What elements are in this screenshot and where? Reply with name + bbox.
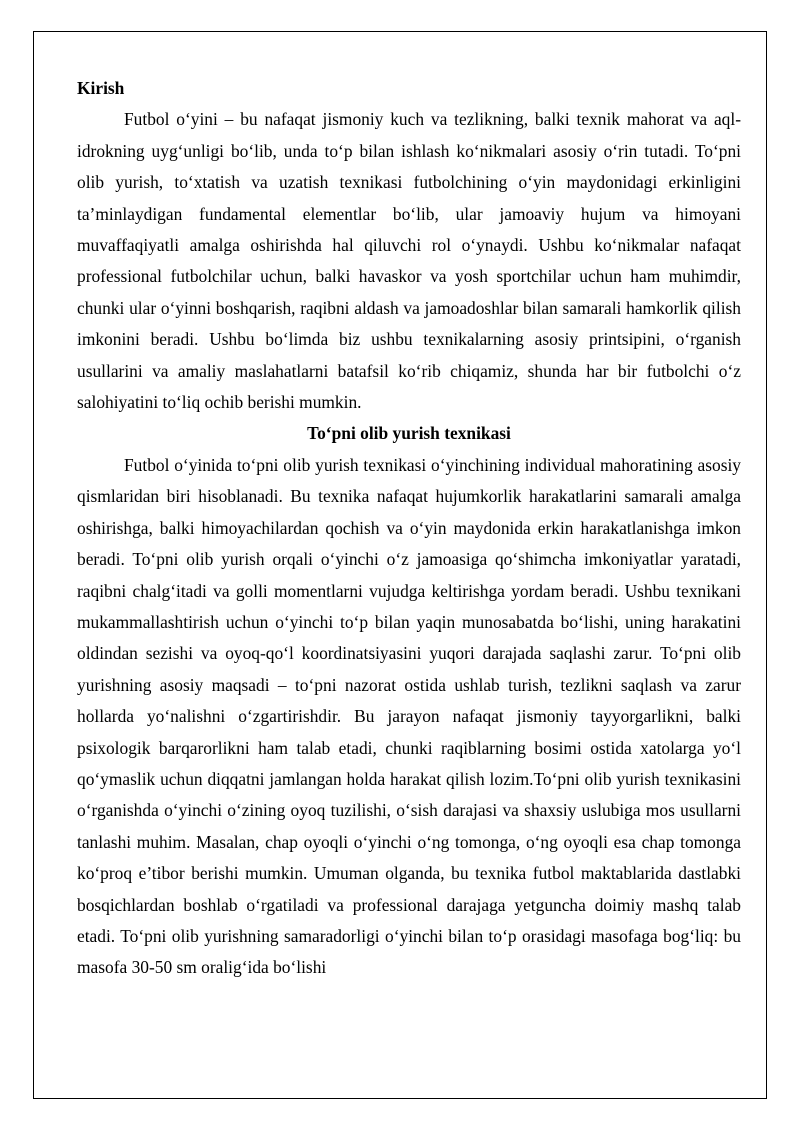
document-body — [77, 73, 741, 984]
intro-heading: Kirish — [77, 78, 125, 98]
intro-paragraph: Futbol o‘yini – bu nafaqat jismoniy kuch va tezlikning, balki texnik mahorat va aql-idrokning uyg‘unligi bo‘lib, unda to‘p bilan ishlash ko‘nikmalari asosiy o‘rin tutadi. To‘pni olib yurish, to‘xtatish va uzatish texnikasi futbolchining o‘yin maydonidagi erkinligini ta’minlaydigan fundamental elementlar bo‘lib, ular jamoaviy hujum va himoyani muvaffaqiyatli amalga oshirishda hal qiluvchi rol o‘ynaydi. Ushbu ko‘nikmalar nafaqat professional futbolchilar uchun, balki havaskor va yosh sportchilar uchun ham muhimdir, chunki ular o‘yinni boshqarish, raqibni aldash va jamoadoshlar bilan samarali hamkorlik qilish imkonini beradi. Ushbu bo‘limda biz ushbu texnikalarning asosiy printsipini, o‘rganish usullarini va amaliy maslahatlarni batafsil ko‘rib chiqamiz, shunda har bir futbolchi o‘z salohiyatini to‘liq ochib berishi mumkin. — [77, 109, 741, 413]
section-heading: To‘pni olib yurish texnikasi — [307, 423, 511, 444]
section-paragraph: Futbol o‘yinida to‘pni olib yurish texnikasi o‘yinchining individual mahoratining asosiy qismlaridan biri hisoblanadi. Bu texnika nafaqat hujumkorlik harakatlarini samarali amalga oshirishga, balki himoyachilardan qochish va o‘yin maydonida erkin harakatlanishga imkon beradi. To‘pni olib yurish orqali o‘yinchi o‘z jamoasiga qo‘shimcha imkoniyatlar yaratadi, raqibni chalg‘itadi va golli momentlarni vujudga keltirishga yordam beradi. Ushbu texnikani mukammallashtirish uchun o‘yinchi to‘p bilan yaqin munosabatda bo‘lishi, uning harakatini oldindan sezishi va oyoq-qo‘l koordinatsiyasini yuqori darajada saqlashi zarur. To‘pni olib yurishning asosiy maqsadi – to‘pni nazorat ostida ushlab turish, tezlikni saqlash va zarur hollarda yo‘nalishni o‘zgartirishdir. Bu jarayon nafaqat jismoniy tayyorgarlikni, balki psixologik barqarorlikni ham talab etadi, chunki raqiblarning bosimi ostida xatolarga yo‘l qo‘ymaslik uchun diqqatni jamlangan holda harakat qilish lozim.To‘pni olib yurish texnikasini o‘rganishda o‘yinchi o‘zining oyoq tuzilishi, o‘sish darajasi va shaxsiy uslubiga mos usullarni tanlashi muhim. Masalan, chap oyoqli o‘yinchi o‘ng tomonga, o‘ng oyoqli esa chap tomonga ko‘proq e’tibor berishi mumkin. Umuman olganda, bu texnika futbol maktablarida dastlabki bosqichlardan boshlab o‘rgatiladi va professional darajaga yetguncha doimiy mashq talab etadi. To‘pni olib yurishning samaradorligi o‘yinchi bilan to‘p orasidagi masofaga bog‘liq: bu masofa 30-50 sm oralig‘ida bo‘lishi — [77, 454, 741, 978]
